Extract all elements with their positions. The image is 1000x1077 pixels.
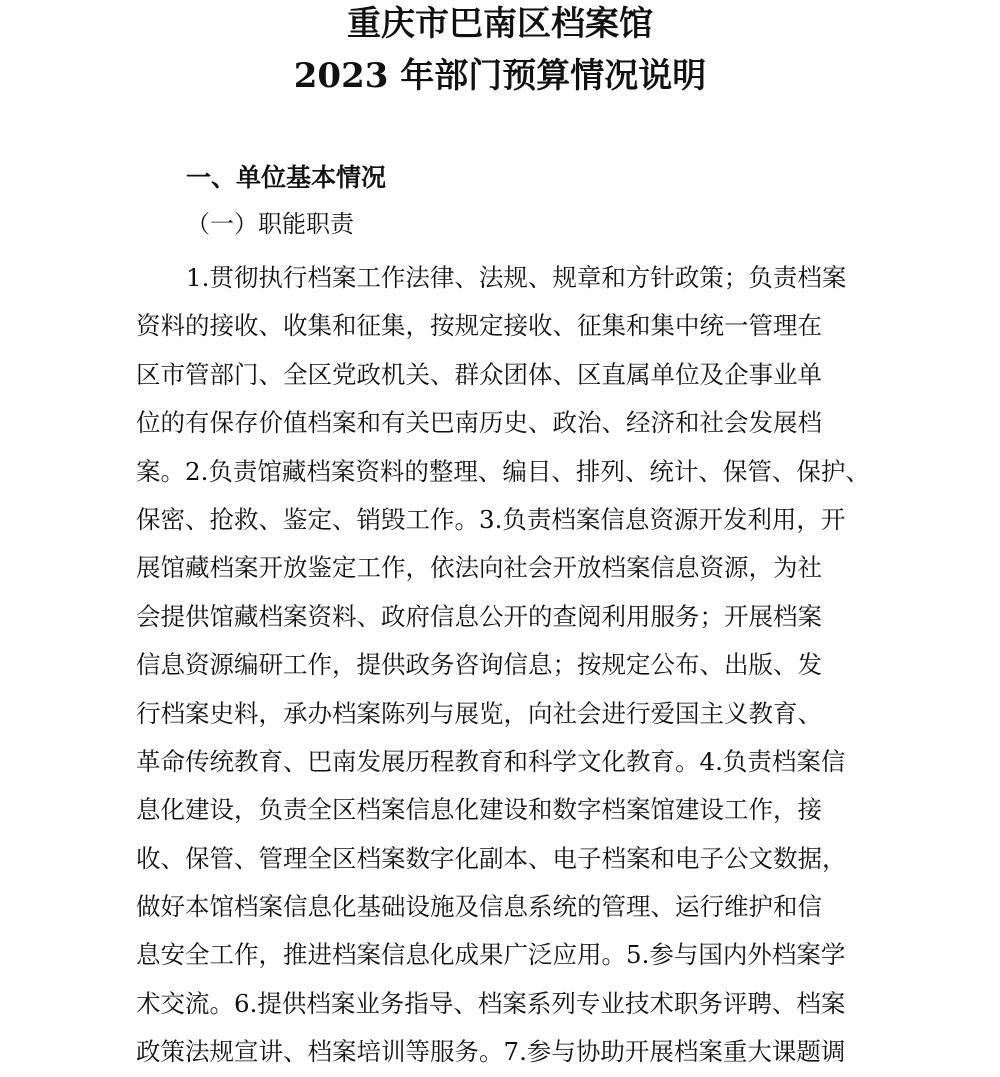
document-title-line2: 2023 年部门预算情况说明 [293, 56, 707, 96]
paragraph-line: 收、保管、管理全区档案数字化副本、电子档案和电子公文数据， [136, 843, 847, 873]
paragraph-line: 1.贯彻执行档案工作法律、法规、规章和方针政策；负责档案 [186, 263, 847, 292]
body-paragraph [136, 254, 976, 1077]
paragraph-line: 革命传统教育、巴南发展历程教育和科学文化教育。4.负责档案信 [136, 746, 846, 776]
paragraph-line: 息化建设，负责全区档案信息化建设和数字档案馆建设工作，接 [136, 795, 822, 825]
paragraph-line: 位的有保存价值档案和有关巴南历史、政治、经济和社会发展档 [136, 408, 822, 438]
paragraph-line: 会提供馆藏档案资料、政府信息公开的查阅利用服务；开展档案 [136, 601, 822, 631]
paragraph-line: 政策法规宣讲、档案培训等服务。7.参与协助开展档案重大课题调 [136, 1037, 846, 1067]
paragraph-line: 行档案史料，承办档案陈列与展览，向社会进行爱国主义教育、 [136, 698, 822, 728]
paragraph-line: 做好本馆档案信息化基础设施及信息系统的管理、运行维护和信 [136, 892, 822, 922]
paragraph-line: 术交流。6.提供档案业务指导、档案系列专业技术职务评聘、档案 [136, 988, 846, 1018]
paragraph-line: 案。2.负责馆藏档案资料的整理、编目、排列、统计、保管、保护、 [136, 456, 870, 486]
section-heading: 一、单位基本情况 [186, 163, 387, 192]
paragraph-line: 保密、抢救、鉴定、销毁工作。3.负责档案信息资源开发利用，开 [136, 504, 846, 534]
paragraph-line: 展馆藏档案开放鉴定工作，依法向社会开放档案信息资源，为社 [136, 553, 822, 583]
paragraph-line: 息安全工作，推进档案信息化成果广泛应用。5.参与国内外档案学 [136, 940, 846, 970]
subsection-heading: （一）职能职责 [186, 210, 354, 238]
document-title-line1: 重庆市巴南区档案馆 [347, 4, 653, 44]
paragraph-line: 资料的接收、收集和征集，按规定接收、征集和集中统一管理在 [136, 311, 822, 341]
paragraph-line: 信息资源编研工作，提供政务咨询信息；按规定公布、出版、发 [136, 650, 822, 680]
paragraph-line: 区市管部门、全区党政机关、群众团体、区直属单位及企事业单 [136, 359, 822, 389]
